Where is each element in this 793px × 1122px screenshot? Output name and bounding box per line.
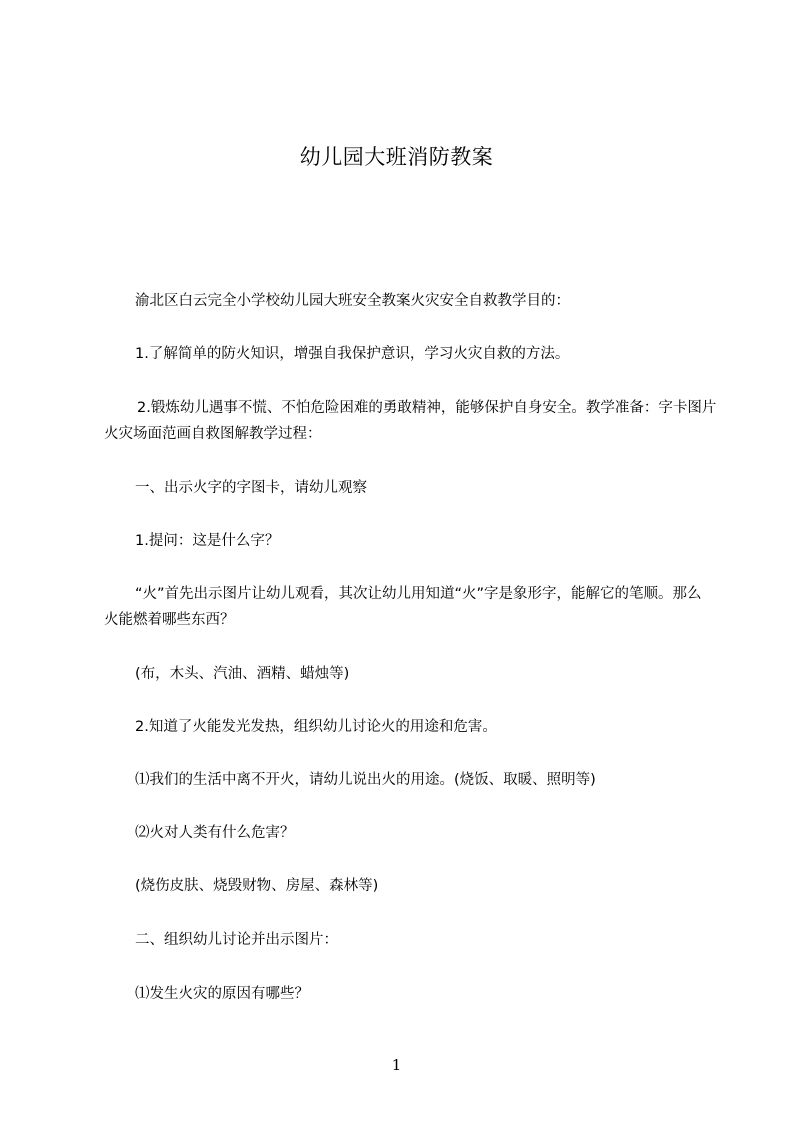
paragraph-fire-character: “火”首先出示图片让幼儿观看，其次让幼儿用知道“火”字是象形字，能解它的笔顺。那么火能燃着哪些东西？ bbox=[104, 586, 702, 628]
paragraph-question-2: 2.知道了火能发光发热，组织幼儿讨论火的用途和危害。 bbox=[135, 719, 497, 735]
paragraph-fire-causes-question: ⑴发生火灾的原因有哪些？ bbox=[135, 986, 309, 1002]
paragraph-section-1-heading: 一、出示火字的字图卡，请幼儿观察 bbox=[135, 480, 367, 496]
paragraph-objective-2: 2.锻炼幼儿遇事不慌、不怕危险困难的勇敢精神，能够保护自身安全。教学准备：字卡图片火灾场面范画自救图解教学过程： bbox=[104, 400, 717, 442]
paragraph-uses-of-fire: ⑴我们的生活中离不开火，请幼儿说出火的用途。(烧饭、取暖、照明等) bbox=[135, 772, 596, 788]
paragraph-section-2-heading: 二、组织幼儿讨论并出示图片： bbox=[135, 932, 338, 948]
page-number: 1 bbox=[391, 1056, 402, 1074]
paragraph-dangers-question: ⑵火对人类有什么危害？ bbox=[135, 825, 295, 841]
paragraph-flammables: (布，木头、汽油、酒精、蜡烛等) bbox=[135, 666, 350, 682]
paragraph-question-1: 1.提问：这是什么字？ bbox=[135, 533, 280, 549]
paragraph-objective-1: 1.了解简单的防火知识，增强自我保护意识，学习火灾自救的方法。 bbox=[135, 346, 570, 362]
paragraph-dangers-answer: (烧伤皮肤、烧毁财物、房屋、森林等) bbox=[135, 878, 379, 894]
document-title: 幼儿园大班消防教案 bbox=[299, 145, 494, 169]
paragraph-objectives-intro: 渝北区白云完全小学校幼儿园大班安全教案火灾安全自救教学目的： bbox=[135, 293, 570, 309]
